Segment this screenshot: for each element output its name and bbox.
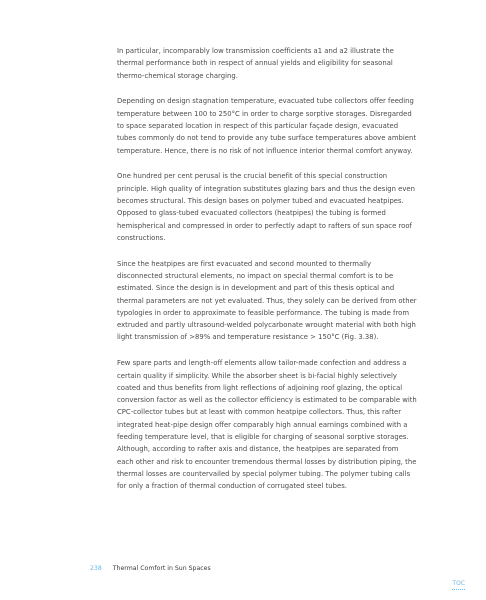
paragraph-transmission: In particular, incomparably low transmission coefficients a1 and a2 illustrate the thermal performance both in respect of annual yields and eligibility for seasonal thermo-chemical storage charging. — [117, 47, 394, 80]
page-number: 238 — [90, 565, 102, 572]
paragraph-stagnation: Depending on design stagnation temperature, evacuated tube collectors offer feeding temperature between 100 to 250°C in order to charge sorptive storages. Disregarded to space separated location in respect of this particular façade design, evacuated tubes commonly do not tend to provide any tube surface temperatures above ambient temperature. Hence, there is no risk of not influence interior thermal comfort anyway. — [117, 97, 417, 155]
body-text — [117, 45, 417, 506]
page-footer — [90, 565, 211, 573]
running-title: Thermal Comfort in Sun Spaces — [112, 565, 211, 572]
toc-link[interactable]: TOC — [452, 580, 465, 590]
paragraph-spare-parts: Few spare parts and length-off elements allow tailor-made confection and address a certain quality if simplicity. While the absorber sheet is bi-facial highly selectively coated and thus benefits from light reflections of adjoining roof glazing, the optical conversion factor as well as the collector efficiency is estimated to be comparable with CPC-collector tubes but at least with common heatpipe collectors. Thus, this rafter integrated heat-pipe design offer comparably high annual earnings combined with a feeding temperature level, that is eligible for charging of seasonal sorptive storages. Although, according to rafter axis and distance, the heatpipes are separated from each other and risk to encounter tremendous thermal losses by distribution piping, the thermal losses are countervailed by special polymer tubing. The polymer tubing calls for only a fraction of thermal conduction of corrugated steel tubes. — [117, 359, 417, 491]
paragraph-heatpipes: Since the heatpipes are first evacuated and second mounted to thermally disconnected structural elements, no impact on special thermal comfort is to be estimated. Since the design is in development and part of this thesis optical and thermal parameters are not yet evaluated. Thus, they solely can be derived from other typologies in order to approximate to feasible performance. The tubing is made from extruded and partly ultrasound-welded polycarbonate wrought material with both high light transmission of >89% and temperature resistance > 150°C (Fig. 3.38). — [117, 259, 417, 342]
paragraph-construction: One hundred per cent perusal is the crucial benefit of this special construction principle. High quality of integration substitutes glazing bars and thus the design even becomes structural. This design bases on polymer tubed and evacuated heatpipes. Opposed to glass-tubed evacuated collectors (heatpipes) the tubing is formed hemispherical and compressed in order to perfectly adapt to rafters of sun space roof constructions. — [117, 172, 415, 242]
